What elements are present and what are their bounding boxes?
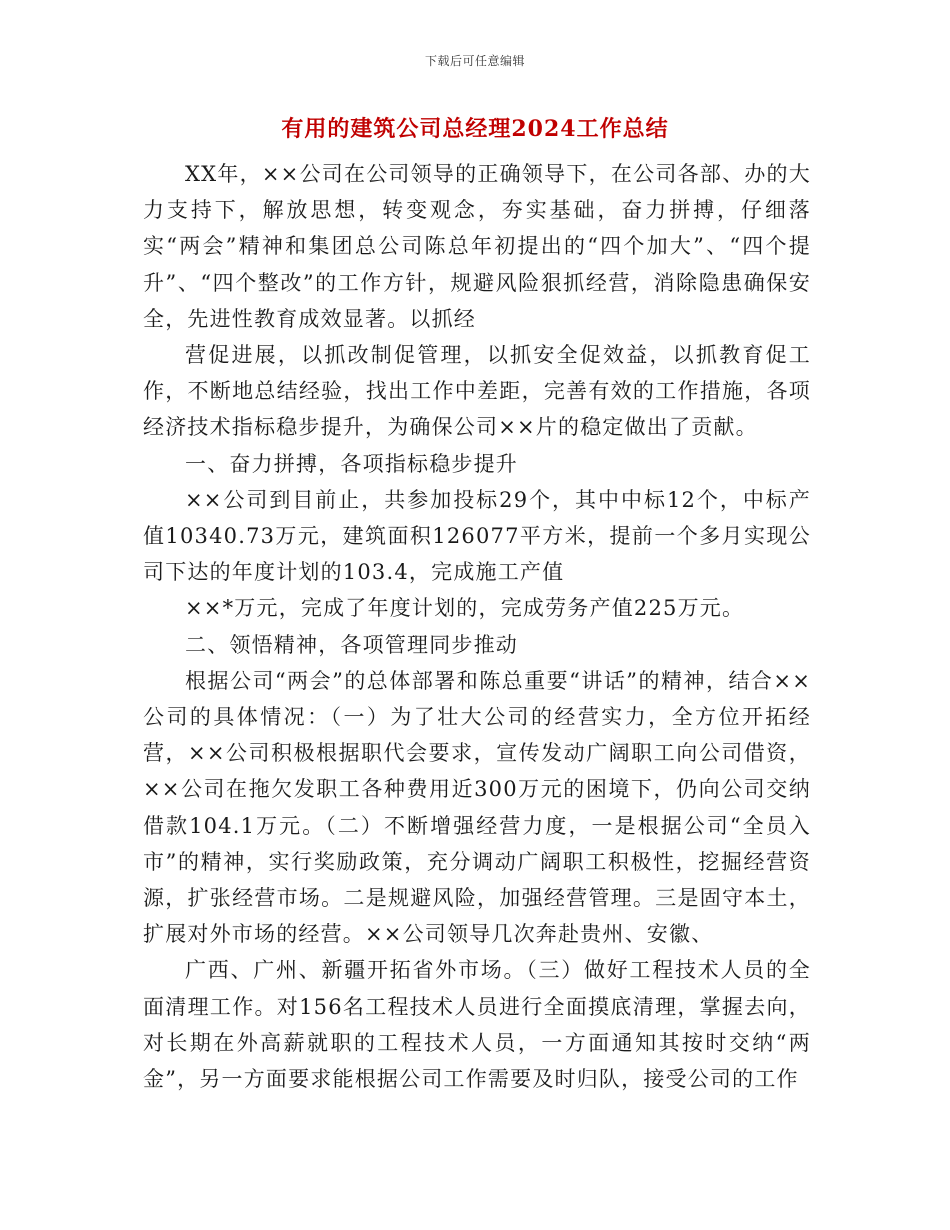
paragraph: 营促进展，以抓改制促管理，以抓安全促效益，以抓教育促工作，不断地总结经验，找出工作中差距，完善有效的工作措施，各项经济技术指标稳步提升，为确保公司××片的稳定做出了贡献。	[143, 343, 811, 440]
paragraph: 广西、广州、新疆开拓省外市场。（三）做好工程技术人员的全面清理工作。对156名工程技术人员进行全面摸底清理，掌握去向，对长期在外高薪就职的工程技术人员，一方面通知其按时交纳“两金”，另一方面要求能根据公司工作需要及时归队，接受公司的工作	[143, 958, 811, 1092]
paragraph: 根据公司“两会”的总体部署和陈总重要“讲话”的精神，结合××公司的具体情况：（一）为了壮大公司的经营实力，全方位开拓经营，××公司积极根据职代会要求，宣传发动广阔职工向公司借资，××公司在拖欠发职工各种费用近300万元的困境下，仍向公司交纳借款104.1万元。（二）不断增强经营力度，一是根据公司“全员入市”的精神，实行奖励政策，充分调动广阔职工积极性，挖掘经营资源，扩张经营市场。二是规避风险，加强经营管理。三是固守本土，扩展对外市场的经营。××公司领导几次奔赴贵州、安徽、	[143, 668, 811, 947]
header-note: 下载后可任意编辑	[424, 54, 525, 68]
document-body	[143, 156, 811, 1097]
paragraph: ××*万元，完成了年度计划的，完成劳务产值225万元。	[185, 596, 745, 621]
document-title: 有用的建筑公司总经理2024工作总结	[281, 116, 669, 142]
section-heading: 二、领悟精神，各项管理同步推动	[185, 632, 518, 657]
paragraph: ××公司到目前止，共参加投标29个，其中中标12个，中标产值10340.73万元，建筑面积126077平方米，提前一个多月实现公司下达的年度计划的103.4，完成施工产值	[143, 487, 811, 585]
section-heading: 一、奋力拼搏，各项指标稳步提升	[185, 451, 518, 476]
paragraph: XX年，××公司在公司领导的正确领导下，在公司各部、办的大力支持下，解放思想，转变观念，夯实基础，奋力拼搏，仔细落实“两会”精神和集团总公司陈总年初提出的“四个加大”、“四个提升”、“四个整改”的工作方针，规避风险狠抓经营，消除隐患确保安全，先进性教育成效显著。以抓经	[143, 162, 811, 331]
